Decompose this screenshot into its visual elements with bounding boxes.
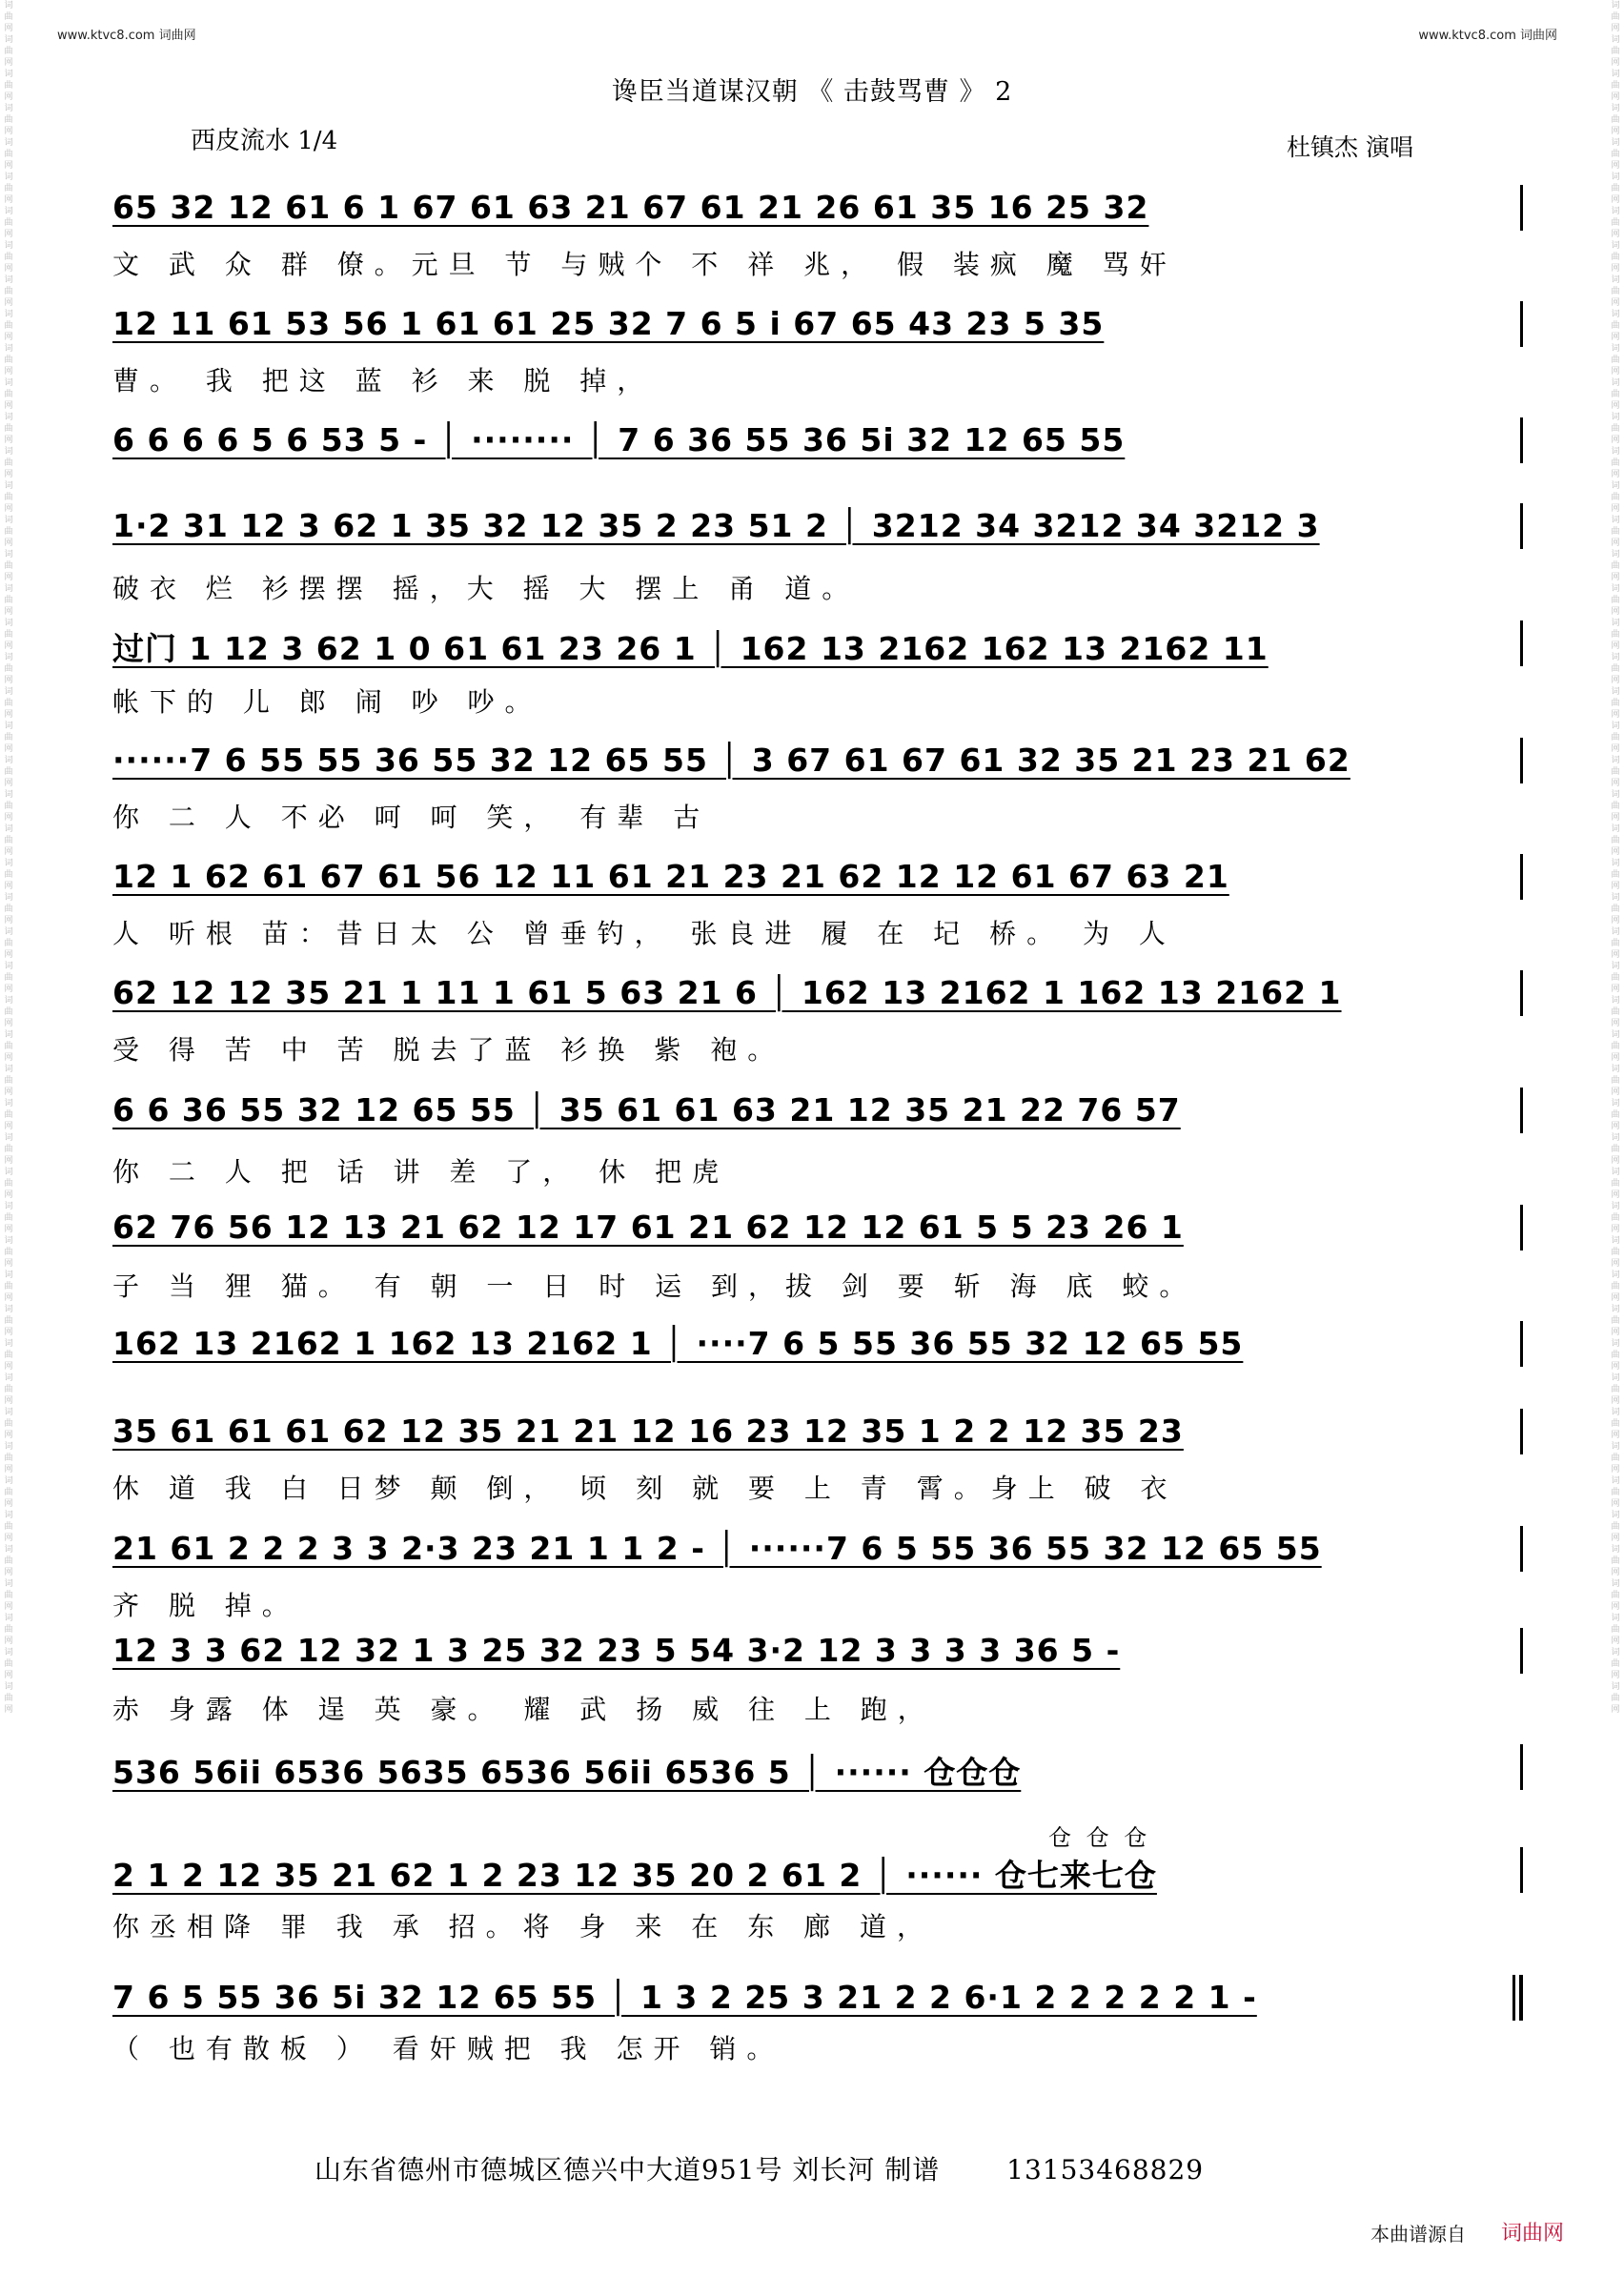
lyrics-line: 文 武 众 群 僚。元旦 节 与贼个 不 祥 兆， 假 装疯 魔 骂奸 — [112, 249, 1177, 280]
lyrics-line: 齐 脱 掉。 — [112, 1590, 299, 1621]
barline — [1520, 1628, 1523, 1674]
barline — [1520, 738, 1523, 783]
barline — [1520, 301, 1523, 347]
site-tag-right: www.ktvc8.com 词曲网 — [1418, 29, 1557, 43]
notation-line: 65 32 12 61 6 1 67 61 63 21 67 61 21 26 61 35 16 25 32 — [112, 189, 1149, 226]
lyrics-line: 休 道 我 白 日梦 颠 倒， 顷 刻 就 要 上 青 霄。身上 破 衣 — [112, 1473, 1178, 1504]
final-barline — [1512, 1975, 1523, 2021]
barline — [1520, 185, 1523, 231]
notation-line: 过门 1 12 3 62 1 0 61 61 23 26 1 │ 162 13 2162 162 13 2162 11 — [112, 630, 1269, 667]
notation-line: 12 1 62 61 67 61 56 12 11 61 21 23 21 62 12 12 61 67 63 21 — [112, 858, 1229, 895]
source-label: 本曲谱源自 — [1370, 2223, 1466, 2246]
barline — [1520, 417, 1523, 463]
lyrics-line: 破衣 烂 衫摆摆 摇，大 摇 大 摆上 甬 道。 — [112, 573, 860, 604]
lyrics-line: 人 听根 苗：昔日太 公 曾垂钓， 张良进 履 在 圮 桥。 为 人 — [112, 918, 1176, 949]
source-brand-logo[interactable]: 词曲网 — [1501, 2222, 1565, 2246]
barline — [1520, 1321, 1523, 1367]
lyrics-line: 帐下的 儿 郎 闹 吵 吵。 — [112, 686, 542, 718]
footer-credit — [315, 2149, 1204, 2187]
lyrics-line: 子 当 狸 猫。 有 朝 一 日 时 运 到，拔 剑 要 斩 海 底 蛟。 — [112, 1271, 1197, 1302]
notation-line: 1·2 31 12 3 62 1 35 32 12 35 2 23 51 2 │ 3212 34 3212 34 3212 3 — [112, 507, 1320, 544]
footer-phone: 13153468829 — [1006, 2154, 1205, 2186]
lyrics-line: 你丞相降 罪 我 承 招。将 身 来 在 东 廊 道， — [112, 1911, 935, 1942]
lyrics-line: 你 二 人 不必 呵 呵 笑， 有辈 古 — [112, 802, 711, 833]
notation-line: 2 1 2 12 35 21 62 1 2 23 12 35 20 2 61 2 │ ······ 仓七来七仓 — [112, 1857, 1157, 1894]
site-tag-left: www.ktvc8.com 词曲网 — [57, 29, 196, 43]
lyrics-line: 赤 身露 体 逞 英 豪。 耀 武 扬 威 往 上 跑， — [112, 1694, 935, 1725]
barline — [1520, 1744, 1523, 1790]
barline — [1520, 1526, 1523, 1572]
barline — [1520, 1409, 1523, 1454]
notation-line: 162 13 2162 1 162 13 2162 1 │ ····7 6 5 55 36 55 32 12 65 55 — [112, 1325, 1244, 1362]
tempo-label: 西皮流水 1/4 — [191, 127, 338, 155]
barline — [1520, 1205, 1523, 1250]
page-title: 谗臣当道谋汉朝 《 击鼓骂曹 》 2 — [611, 77, 1013, 107]
barline — [1520, 970, 1523, 1016]
notation-line: ······7 6 55 55 36 55 32 12 65 55 │ 3 67 61 67 61 32 35 21 23 21 62 — [112, 742, 1350, 779]
notation-line: 12 3 3 62 12 32 1 3 25 32 23 5 54 3·2 12 3 3 3 3 36 5 - — [112, 1632, 1121, 1669]
barline — [1520, 620, 1523, 666]
lyrics-line: 曹。 我 把这 蓝 衫 来 脱 掉， — [112, 365, 655, 396]
lyrics-line: 受 得 苦 中 苦 脱去了蓝 衫换 紫 袍。 — [112, 1034, 785, 1066]
notation-line: 7 6 5 55 36 5i 32 12 65 55 │ 1 3 2 25 3 21 2 2 6·1 2 2 2 2 2 1 - — [112, 1979, 1257, 2016]
notation-line: 35 61 61 61 62 12 35 21 21 12 16 23 12 35 1 2 2 12 35 23 — [112, 1413, 1184, 1450]
barline — [1520, 1847, 1523, 1893]
notation-line: 536 56ii 6536 5635 6536 56ii 6536 5 │ ······ 仓仓仓 — [112, 1754, 1022, 1791]
barline — [1520, 503, 1523, 549]
notation-line: 62 12 12 35 21 1 11 1 61 5 63 21 6 │ 162 13 2162 1 162 13 2162 1 — [112, 974, 1342, 1011]
barline — [1520, 1088, 1523, 1133]
barline — [1520, 854, 1523, 900]
notation-line: 62 76 56 12 13 21 62 12 17 61 21 62 12 12 61 5 5 23 26 1 — [112, 1209, 1184, 1246]
lyrics-line: 你 二 人 把 话 讲 差 了， 休 把虎 — [112, 1156, 730, 1188]
notation-line: 6 6 6 6 5 6 53 5 - │ ········ │ 7 6 36 55 36 5i 32 12 65 55 — [112, 421, 1126, 458]
right-watermark-strip: 词曲网 词曲网 词曲网 词曲网 词曲网 词曲网 词曲网 词曲网 词曲网 词曲网 词曲网 词曲网 词曲网 词曲网 词曲网 词曲网 词曲网 词曲网 词曲网 词曲网 词曲网 词曲网 词曲网 词曲网 词曲网 词曲网 词曲网 词曲网 词曲网 词曲网 词曲网 词曲网 词曲网 词曲网 词曲网 词曲网 词曲网 词曲网 词曲网 词曲网 词曲网 词曲网 词曲网 词曲网 词曲网 词曲网 词曲网 词曲网 词曲网 词曲网 — [1611, 1, 1620, 1715]
footer-address: 山东省德州市德城区德兴中大道951号 刘长河 制谱 — [315, 2154, 941, 2186]
left-watermark-strip: 词曲网 词曲网 词曲网 词曲网 词曲网 词曲网 词曲网 词曲网 词曲网 词曲网 词曲网 词曲网 词曲网 词曲网 词曲网 词曲网 词曲网 词曲网 词曲网 词曲网 词曲网 词曲网 词曲网 词曲网 词曲网 词曲网 词曲网 词曲网 词曲网 词曲网 词曲网 词曲网 词曲网 词曲网 词曲网 词曲网 词曲网 词曲网 词曲网 词曲网 词曲网 词曲网 词曲网 词曲网 词曲网 词曲网 词曲网 词曲网 词曲网 词曲网 — [4, 1, 13, 1715]
lyrics-line: （ 也有散板 ） 看奸贼把 我 怎开 销。 — [112, 2033, 784, 2064]
gong-annotation: 仓 仓 仓 — [1048, 1824, 1151, 1851]
notation-line: 21 61 2 2 2 3 3 2·3 23 21 1 1 2 - │ ······7 6 5 55 36 55 32 12 65 55 — [112, 1530, 1322, 1567]
notation-line: 6 6 36 55 32 12 65 55 │ 35 61 61 63 21 12 35 21 22 76 57 — [112, 1091, 1181, 1128]
singer-credit: 杜镇杰 演唱 — [1287, 133, 1413, 161]
notation-line: 12 11 61 53 56 1 61 61 25 32 7 6 5 i 67 65 43 23 5 35 — [112, 305, 1105, 342]
